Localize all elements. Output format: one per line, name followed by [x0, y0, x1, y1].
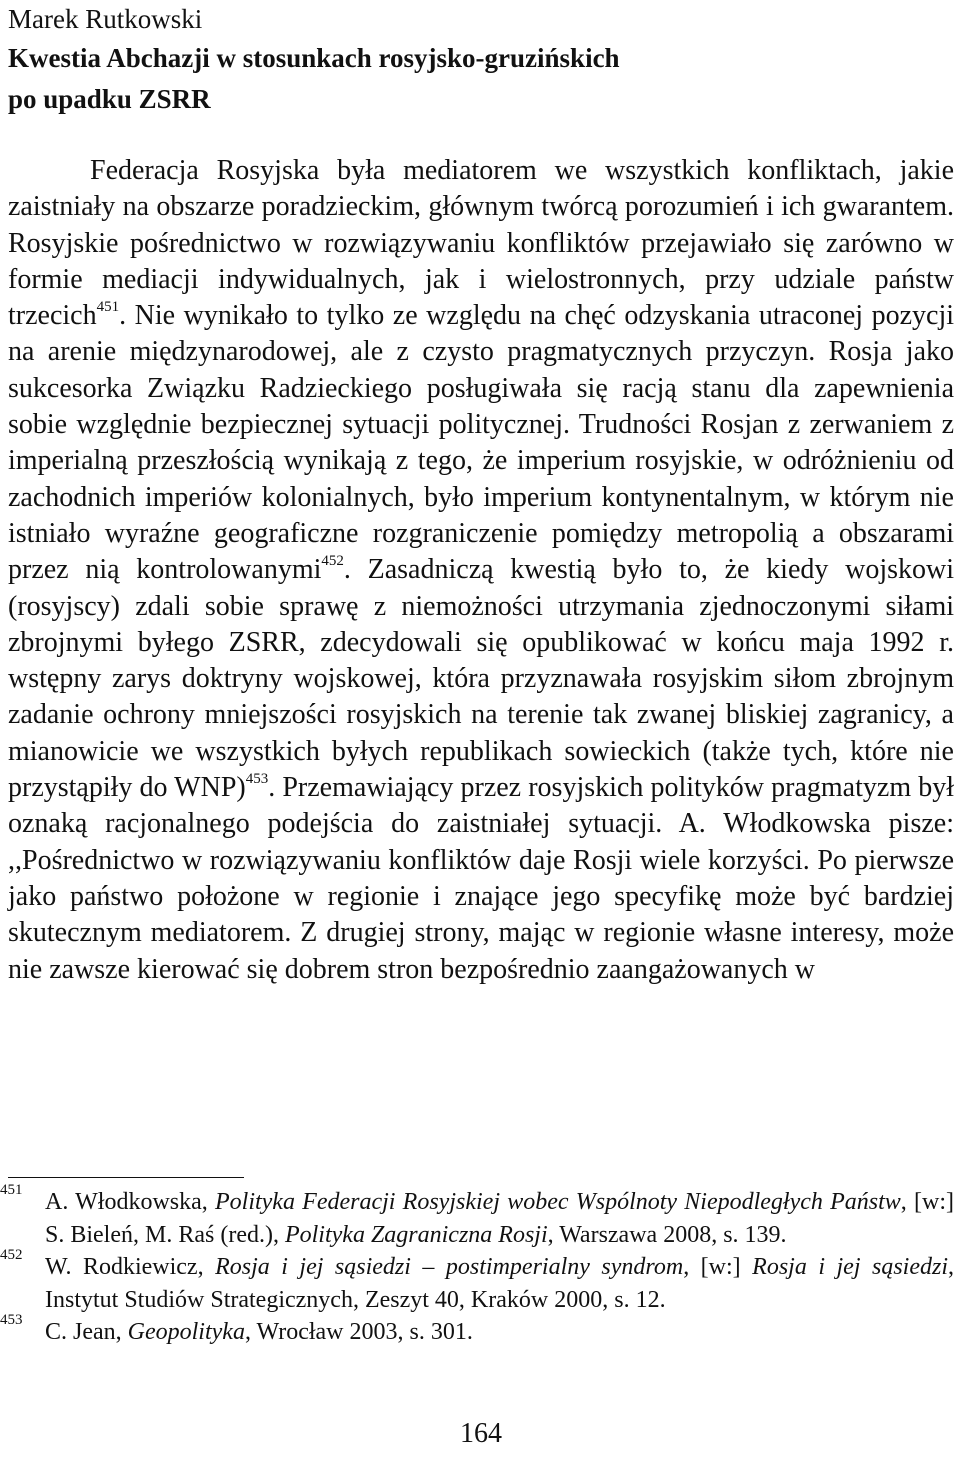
body-text-segment: Federacja Rosyjska była mediatorem we wszystkich konfliktach, jakie zaistniały na obszarze poradzieckim, głównym twórcą porozumień i ich gwarantem. Rosyjskie pośrednictwo w rozwiązywaniu konfliktów przejawiało się zarówno w formie mediacji indywidualnych, jak i wielostronnych, przy udziale państw trzecich [8, 155, 954, 332]
footnote-number: 452 [0, 1247, 23, 1263]
footnote-text-run: , Wrocław 2003, s. 301. [244, 1319, 473, 1345]
footnote-text-run: , Warszawa 2008, s. 139. [547, 1221, 787, 1248]
footnote-text-run: , Instytut Studiów Strategicznych, Zeszyt 40, Kraków 2000, s. 12. [45, 1254, 955, 1313]
footnote-italic-title: Rosja i jej sąsiedzi [752, 1254, 949, 1280]
chapter-title-line-2: po upadku ZSRR [8, 84, 211, 114]
chapter-title [8, 38, 954, 120]
footnote-452 [0, 1247, 955, 1316]
footnote-number: 451 [0, 1182, 23, 1198]
footnote-451 [0, 1182, 954, 1251]
footnote-number: 453 [0, 1312, 23, 1328]
footnote-text-run: W. Rodkiewicz, [45, 1254, 216, 1280]
footnote-reference-452[interactable]: 452 [321, 553, 344, 570]
footnote-reference-453[interactable]: 453 [245, 771, 269, 788]
body-text-segment: . Przemawiający przez rosyjskich polityków pragmatyzm był oznaką racjonalnego podejścia do zaistniałej sytuacji. A. Włodkowska pisze: ,,Pośrednictwo w rozwiązywaniu konfliktów daje Rosji wiele korzyści. Po pierwsze jako państwo położone w regionie i znające jego specyfikę może być bardziej skutecznym mediatorem. Z drugiej strony, mając w regionie własne interesy, może nie zawsze kierować się dobrem stron bezpośrednio zaangażowanych w [8, 772, 955, 985]
footnote-text-run: , [w:] [683, 1254, 753, 1280]
chapter-title-line-1: Kwestia Abchazji w stosunkach rosyjsko-gruzińskich [8, 43, 620, 73]
footnote-italic-title: Polityka Federacji Rosyjskiej wobec Wspólnoty Niepodległych Państw [214, 1189, 901, 1215]
page-number: 164 [460, 1418, 502, 1449]
footnote-text-run: C. Jean, [45, 1319, 128, 1345]
body-text-segment: . Nie wynikało to tylko ze względu na chęć odzyskania utraconej pozycji na arenie międzynarodowej, ale z czysto pragmatycznych przyczyn. Rosja jako sukcesorka Związku Radzieckiego posługiwała się racją stanu dla zapewnienia sobie względnie bezpiecznej sytuacji politycznej. Trudności Rosjan z zerwaniem z imperialną przeszłością wynikają z tego, że imperium rosyjskie, w odróżnieniu od zachodnich imperiów kolonialnych, było imperium kontynentalnym, w którym nie istniało wyraźne geograficzne rozgraniczenie pomiędzy metropolią a obszarami przez nią kontrolowanymi [8, 300, 954, 586]
footnote-453 [0, 1312, 954, 1349]
footnote-reference-451[interactable]: 451 [96, 299, 120, 316]
footnote-text-run: , [w:] S. Bieleń, M. Raś (red.), [45, 1189, 954, 1248]
author-name: Marek Rutkowski [8, 4, 203, 34]
footnote-italic-title: Geopolityka [127, 1319, 245, 1345]
page-header [8, 0, 954, 120]
footnote-italic-title: Polityka Zagraniczna Rosji [284, 1221, 548, 1248]
footnote-text [45, 1319, 473, 1345]
footnotes-section [0, 1182, 955, 1349]
body-text-segment: . Zasadniczą kwestią było to, że kiedy wojskowi (rosyjscy) zdali sobie sprawę z niemożności utrzymania zjednoczonymi siłami zbrojnymi byłego ZSRR, zdecydowali się opublikować w końcu maja 1992 r. wstępny zarys doktryny wojskowej, która przyznawała rosyjskim siłom zbrojnym zadanie ochrony mniejszości rosyjskich na terenie tak zwanej bliskiej zagranicy, a mianowicie we wszystkich byłych republikach sowieckich (także tych, które nie przystąpiły do WNP) [8, 554, 955, 804]
footnote-separator [8, 1177, 244, 1178]
footnote-text-run: A. Włodkowska, [45, 1189, 215, 1215]
footnote-text [45, 1254, 954, 1313]
footnote-italic-title: Rosja i jej sąsiedzi – postimperialny syndrom [215, 1254, 684, 1280]
body-paragraph [8, 153, 954, 988]
footnote-text [45, 1189, 954, 1248]
